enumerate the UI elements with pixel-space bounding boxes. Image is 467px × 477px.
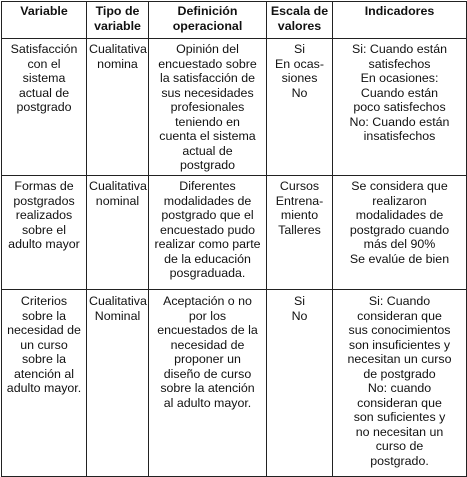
cell-definicion: Aceptación o no por los encuestados de la necesidad de proponer un diseño de curso sobre la atención al adulto mayor. [149,290,267,477]
table-row [2,39,467,176]
cell-indicadores: Si: Cuando consideran que sus conocimientos son insuficientes y necesitan un curso de postgrado No: cuando consideran que son suficientes y no necesitan un curso de postgrado. [333,290,467,477]
cell-variable: Formas de postgrados realizados sobre el adulto mayor [2,176,87,290]
cell-variable: Satisfacción con el sistema actual de postgrado [2,39,87,176]
header-row [2,2,467,39]
cell-tipo: Cualitativa nominal [87,176,149,290]
cell-indicadores: Se considera que realizaron modalidades de postgrado cuando más del 90% Se evalúe de bien [333,176,467,290]
header-indicadores: Indicadores [333,2,467,39]
cell-tipo: Cualitativa nomina [87,39,149,176]
cell-escala: Cursos Entrena- miento Talleres [267,176,333,290]
variables-table [1,1,467,477]
table-row [2,290,467,477]
cell-definicion: Opinión del encuestado sobre la satisfacción de sus necesidades profesionales teniendo en cuenta el sistema actual de postgrado [149,39,267,176]
table-row [2,176,467,290]
cell-escala: Si No [267,290,333,477]
header-variable: Variable [2,2,87,39]
cell-indicadores: Si: Cuando están satisfechos En ocasiones: Cuando están poco satisfechos No: Cuando están insatisfechos [333,39,467,176]
cell-tipo: Cualitativa Nominal [87,290,149,477]
cell-escala: Si En ocas- siones No [267,39,333,176]
header-tipo-de-variable: Tipo de variable [87,2,149,39]
header-escala-de-valores: Escala de valores [267,2,333,39]
cell-variable: Criterios sobre la necesidad de un curso sobre la atención al adulto mayor. [2,290,87,477]
header-definicion-operacional: Definición operacional [149,2,267,39]
cell-definicion: Diferentes modalidades de postgrado que el encuestado pudo realizar como parte de la educación posgraduada. [149,176,267,290]
